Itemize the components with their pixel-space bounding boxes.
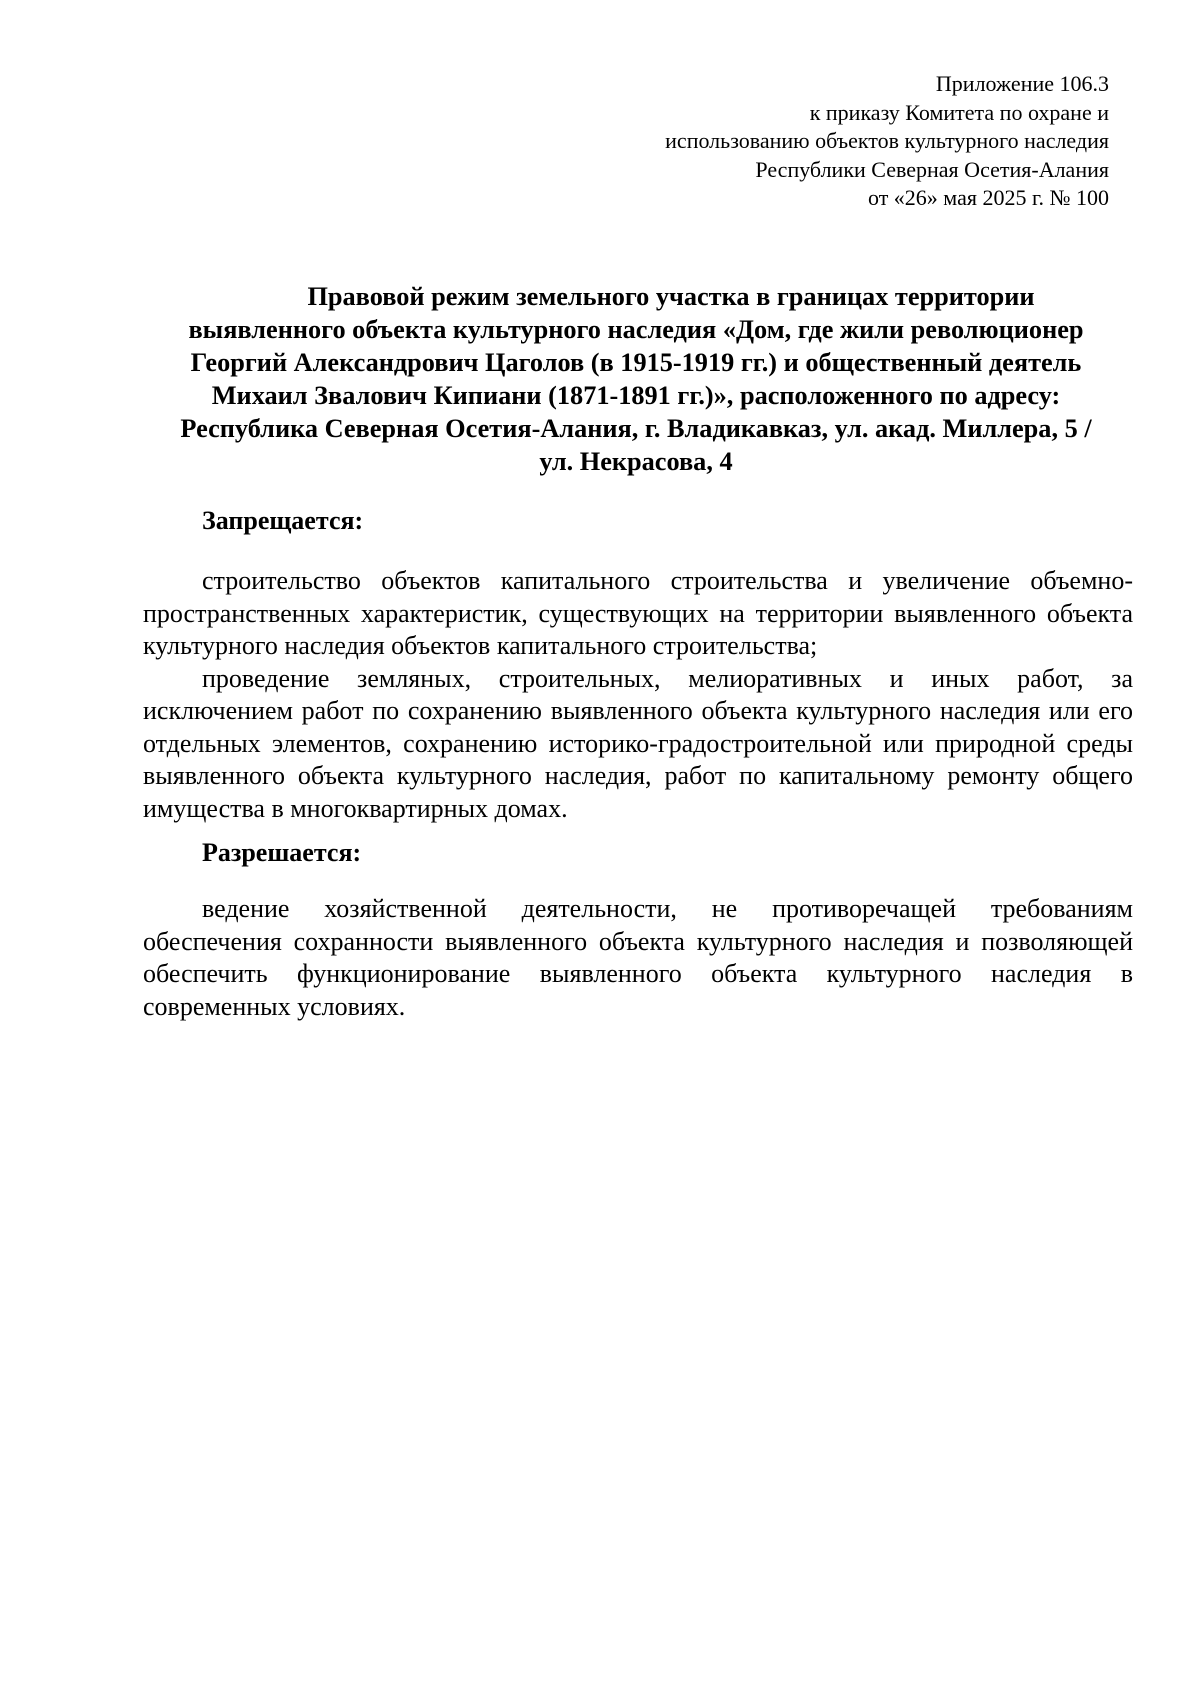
prohibited-section xyxy=(143,565,1133,825)
document-title xyxy=(138,280,1134,478)
prohibited-paragraph: проведение земляных, строительных, мелиоративных и иных работ, за исключением работ по сохранению выявленного объекта культурного наследия или его отдельных элементов, сохранению историко-градостроительной или природной среды выявленного объекта культурного наследия, работ по капитальному ремонту общего имущества в многоквартирных домах. xyxy=(143,663,1133,823)
title-line: Георгий Александрович Цаголов (в 1915-1919 гг.) и общественный деятель xyxy=(190,348,1082,377)
title-line: Республика Северная Осетия-Алания, г. Владикавказ, ул. акад. Миллера, 5 / xyxy=(180,414,1092,443)
appendix-line-date: от «26» мая 2025 г. № 100 xyxy=(867,185,1109,210)
prohibited-heading: Запрещается: xyxy=(202,506,364,535)
appendix-line-committee: использованию объектов культурного наследия xyxy=(665,128,1109,153)
title-line: ул. Некрасова, 4 xyxy=(539,447,733,476)
appendix-reference xyxy=(409,70,1109,213)
title-line: выявленного объекта культурного наследия «Дом, где жили революционер xyxy=(188,315,1084,344)
allowed-heading: Разрешается: xyxy=(202,838,362,867)
allowed-paragraph: ведение хозяйственной деятельности, не противоречащей требованиям обеспечения сохранности выявленного объекта культурного наследия и позволяющей обеспечить функционирование выявленного объекта культурного наследия в современных условиях. xyxy=(143,894,1133,1021)
appendix-line-order: к приказу Комитета по охране и xyxy=(809,99,1109,125)
appendix-line-number: Приложение 106.3 xyxy=(935,71,1109,96)
prohibited-paragraph: строительство объектов капитального строительства и увеличение объемно-пространственных характеристик, существующих на территории выявленного объекта культурного наследия объектов капитального строительства; xyxy=(143,566,1133,660)
allowed-section xyxy=(143,893,1133,1023)
title-line: Правовой режим земельного участка в границах территории xyxy=(307,282,1035,311)
title-line: Михаил Звалович Кипиани (1871-1891 гг.)», расположенного по адресу: xyxy=(211,381,1061,410)
appendix-line-republic: Республики Северная Осетия-Алания xyxy=(755,156,1109,182)
